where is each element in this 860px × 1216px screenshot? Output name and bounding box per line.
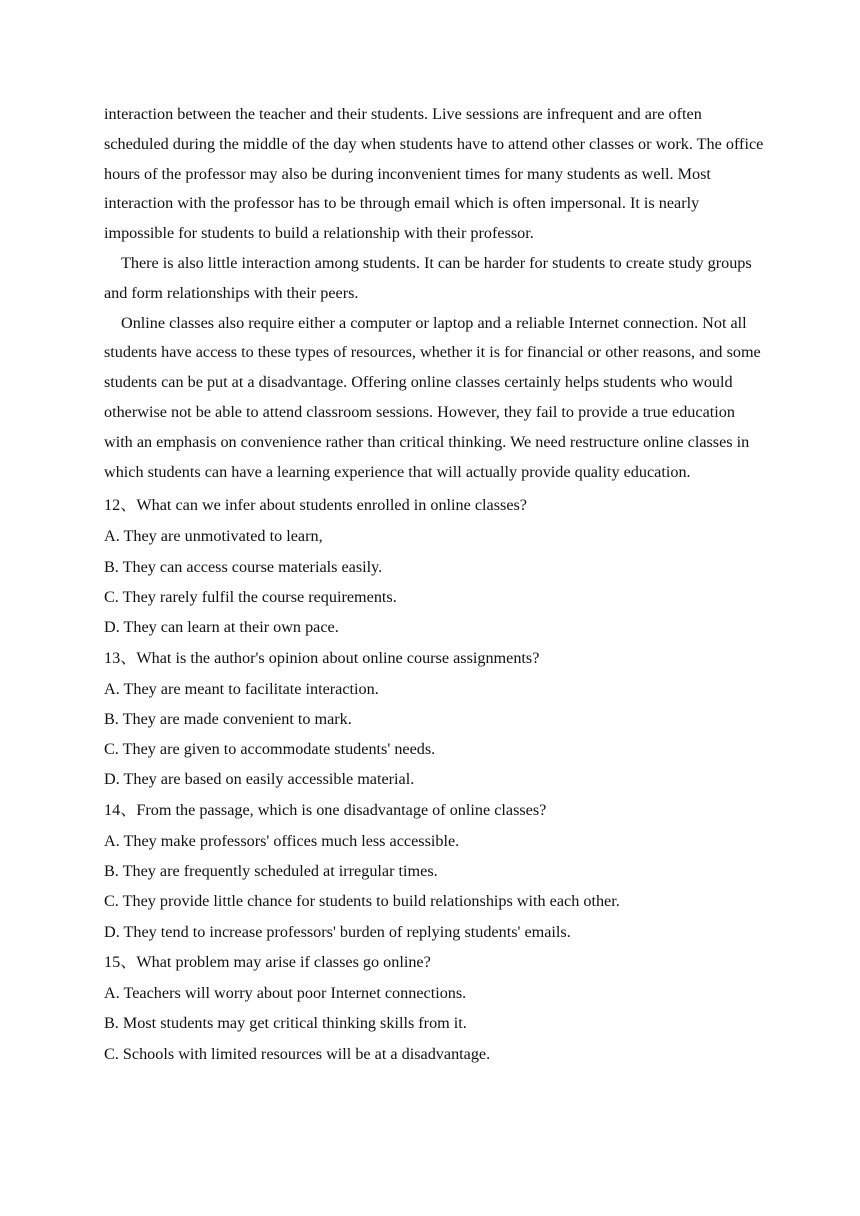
reading-passage	[104, 100, 764, 487]
answer-option-c: C. They are given to accommodate students' needs.	[104, 740, 436, 759]
answer-option-b: B. Most students may get critical thinking skills from it.	[104, 1014, 467, 1033]
answer-option-a: A. Teachers will worry about poor Internet connections.	[104, 983, 467, 1002]
question-stem: 15、What problem may arise if classes go online?	[104, 952, 431, 971]
answer-option-d: D. They tend to increase professors' burden of replying students' emails.	[104, 922, 571, 941]
answer-option-a: A. They make professors' offices much less accessible.	[104, 831, 460, 850]
answer-option-a: A. They are unmotivated to learn,	[104, 527, 323, 546]
question-12	[104, 490, 764, 642]
passage-paragraph-3: Online classes also require either a computer or laptop and a reliable Internet connection. Not all students have access to these types of resources, whether it is for financial or other reasons, and some students can be put at a disadvantage. Offering online classes certainly helps students who would otherwise not be able to attend classroom sessions. However, they fail to provide a true education with an emphasis on convenience rather than critical thinking. We need restructure online classes in which students can have a learning experience that will actually provide quality education.	[104, 313, 761, 481]
answer-option-d: D. They are based on easily accessible material.	[104, 770, 415, 789]
question-stem: 13、What is the author's opinion about online course assignments?	[104, 648, 540, 667]
answer-option-b: B. They are made convenient to mark.	[104, 709, 352, 728]
question-13	[104, 643, 764, 795]
answer-option-a: A. They are meant to facilitate interaction.	[104, 679, 379, 698]
question-14	[104, 795, 764, 947]
document-page	[104, 100, 764, 1069]
answer-option-c: C. Schools with limited resources will be at a disadvantage.	[104, 1044, 491, 1063]
answer-option-c: C. They rarely fulfil the course requirements.	[104, 587, 397, 606]
passage-paragraph-2: There is also little interaction among students. It can be harder for students to create study groups and form relationships with their peers.	[104, 253, 752, 302]
question-list	[104, 490, 764, 1068]
answer-option-b: B. They are frequently scheduled at irregular times.	[104, 862, 438, 881]
question-15	[104, 947, 764, 1069]
answer-option-b: B. They can access course materials easily.	[104, 557, 383, 576]
passage-paragraph-1: interaction between the teacher and their students. Live sessions are infrequent and are often scheduled during the middle of the day when students have to attend other classes or work. The office hours of the professor may also be during inconvenient times for many students as well. Most interaction with the professor has to be through email which is often impersonal. It is nearly impossible for students to build a relationship with their professor.	[104, 105, 764, 243]
question-stem: 14、From the passage, which is one disadvantage of online classes?	[104, 800, 547, 819]
answer-option-d: D. They can learn at their own pace.	[104, 618, 339, 637]
answer-option-c: C. They provide little chance for students to build relationships with each other.	[104, 892, 620, 911]
question-stem: 12、What can we infer about students enrolled in online classes?	[104, 496, 527, 515]
